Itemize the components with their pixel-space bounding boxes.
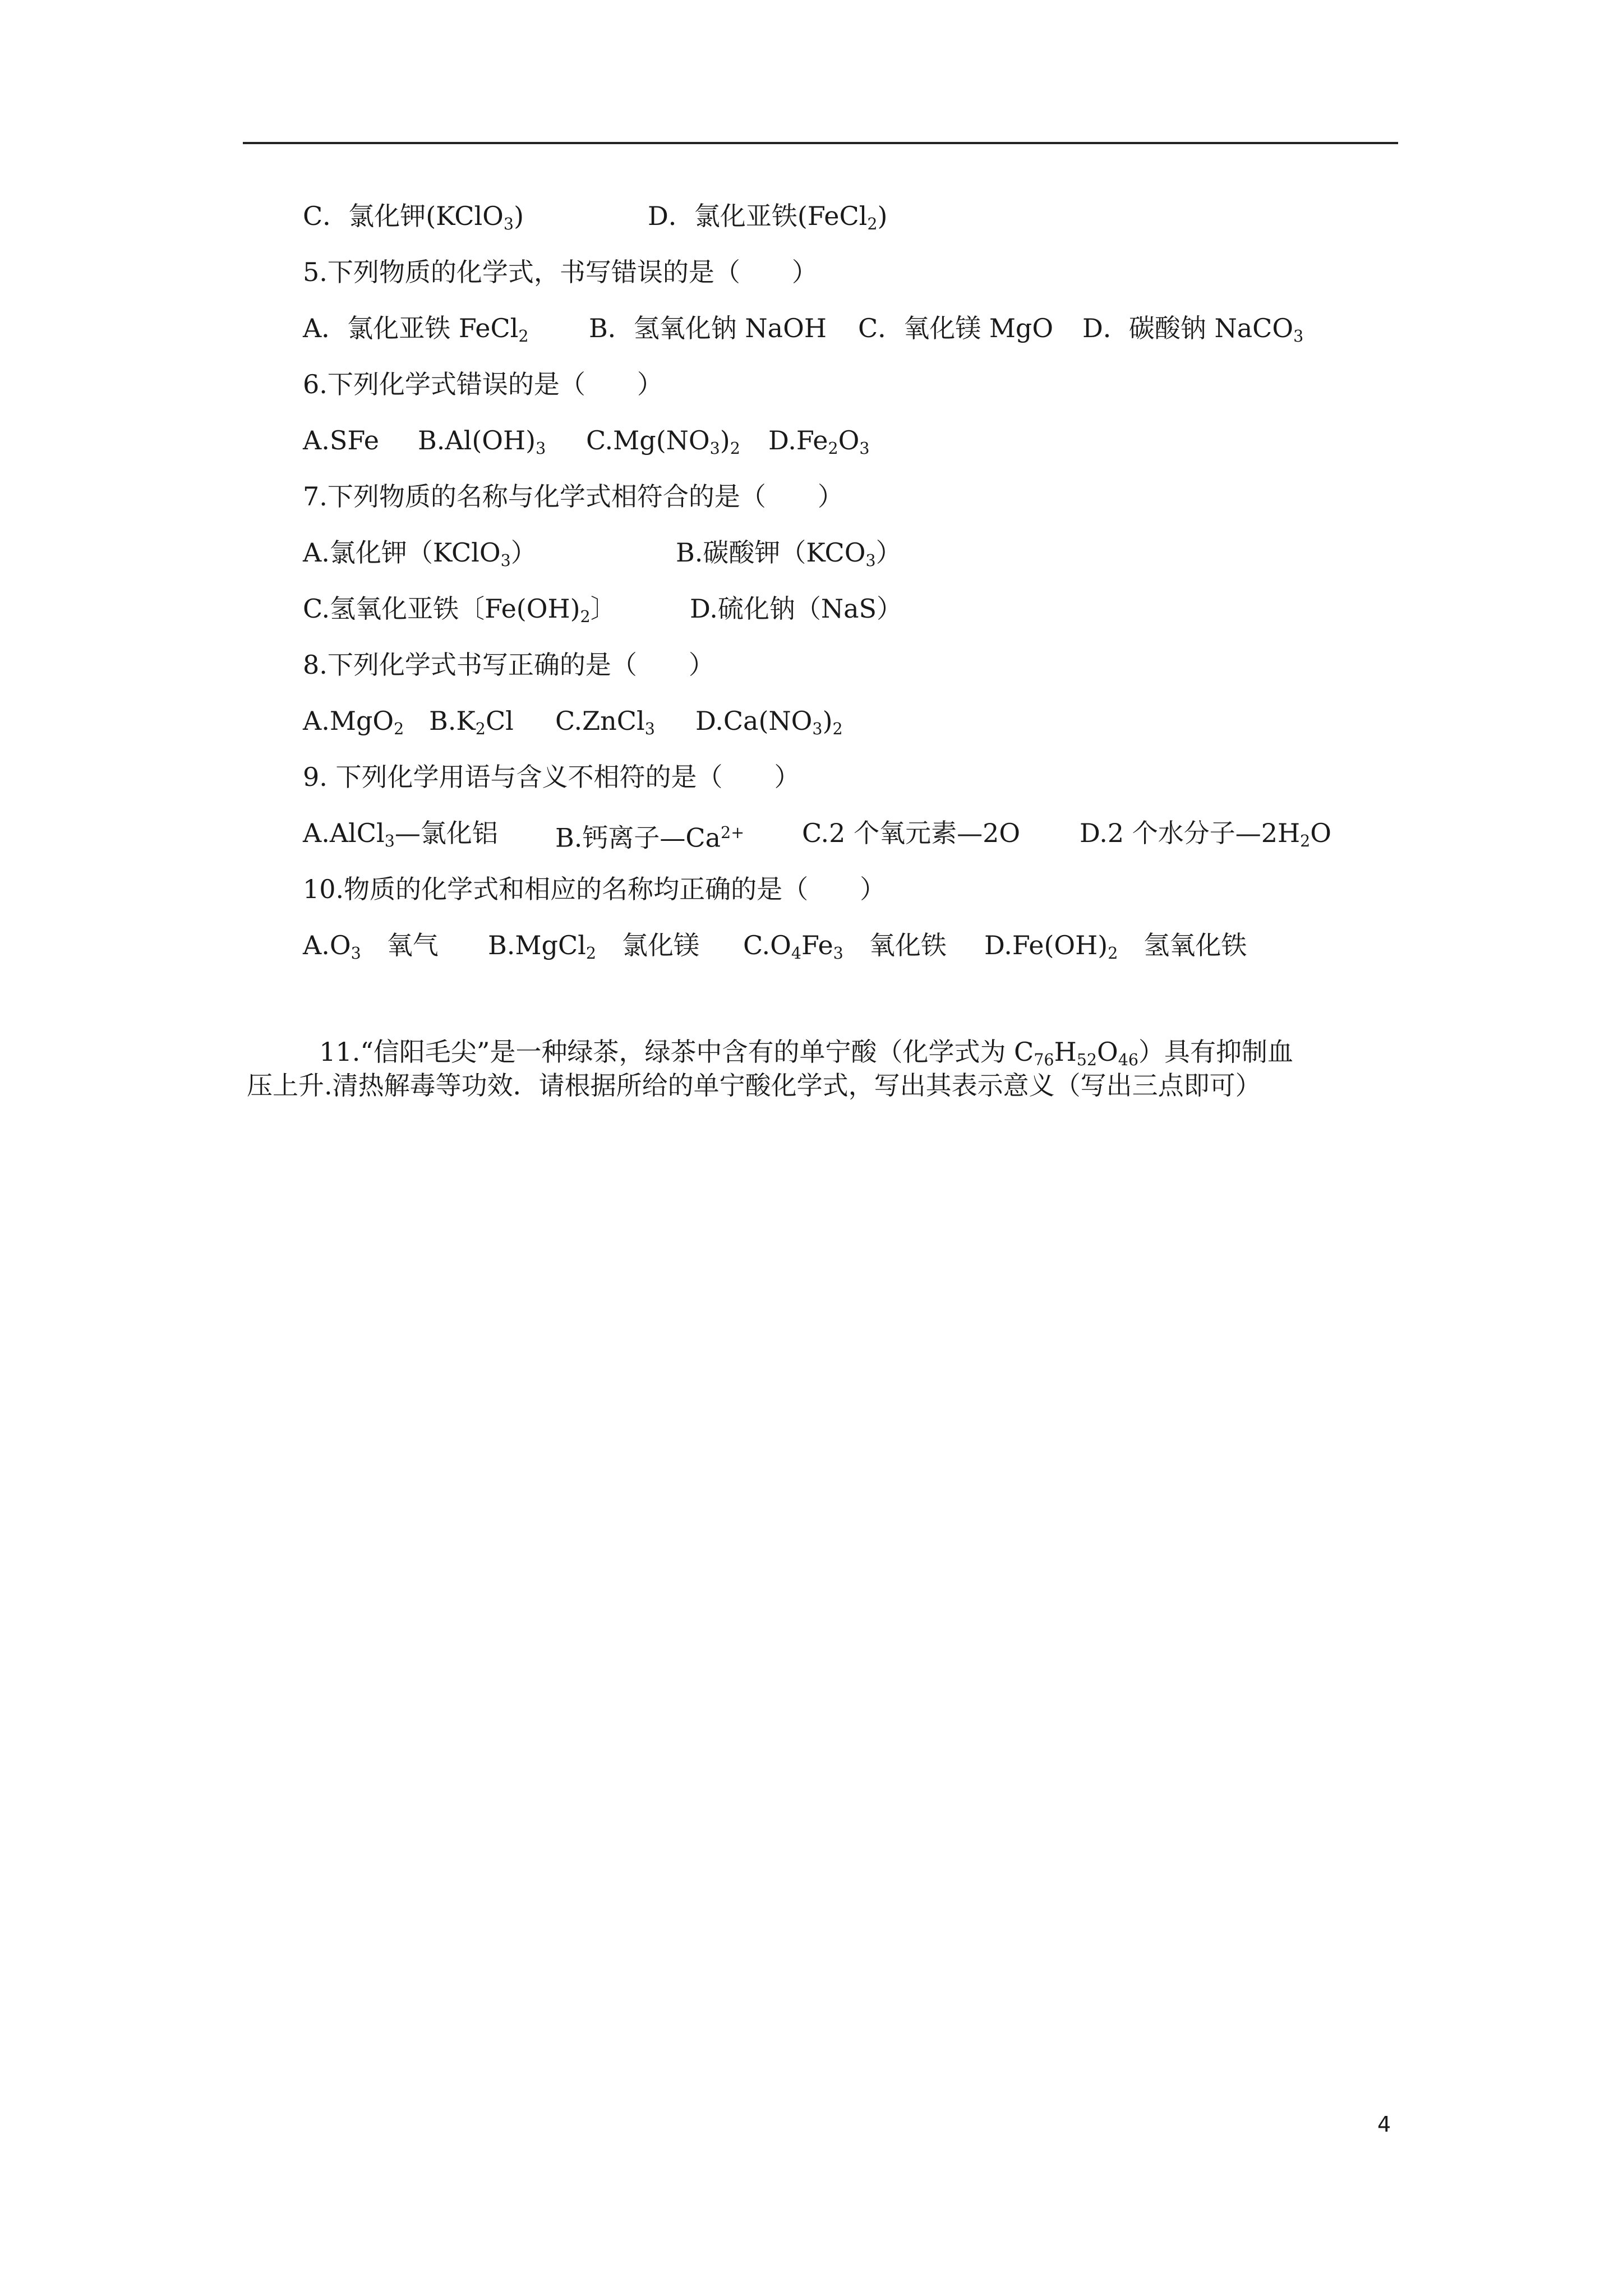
option-c: C．氧化镁 MgO (858, 313, 1054, 343)
question-11-line-2: 压上升.清热解毒等功效．请根据所给的单宁酸化学式，写出其表示意义（写出三点即可） (247, 1070, 1261, 1101)
page-number: 4 (1377, 2112, 1391, 2137)
option-c: C.氢氧化亚铁〔$Fe(OH)_2$〕 (303, 593, 616, 626)
option-a: A.MgO$_2$ (303, 706, 404, 738)
option-c: $C.O_4Fe_3$ 氧化铁 (743, 930, 947, 963)
option-d: D．氯化亚铁(FeCl$_2$) (648, 201, 888, 233)
question-5: 5.下列物质的化学式，书写错误的是（ ） (303, 257, 818, 287)
option-b: B．氢氧化钠 NaOH (589, 313, 827, 343)
option-d: D．碳酸钠 NaCO$_3$ (1082, 313, 1304, 346)
option-a: A．氯化亚铁 FeCl$_2$ (303, 313, 529, 346)
option-b: B.钙离子$—Ca^{2+}$ (555, 822, 745, 853)
option-c: $C.Mg(NO_3)_2$ (586, 425, 740, 458)
question-8: 8.下列化学式书写正确的是（ ） (303, 650, 714, 680)
option-d: $D.Fe(OH)_2$ 氢氧化铁 (984, 930, 1247, 963)
option-c: C．氯化钾(KClO$_3$) (303, 201, 524, 233)
option-c: C.2 个氧元素—2O (802, 818, 1021, 848)
question-10: 10.物质的化学式和相应的名称均正确的是（ ） (303, 874, 886, 904)
option-a: $A.O_3$ 氧气 (303, 930, 439, 963)
option-b: B.MgCl$_2$ 氯化镁 (488, 930, 700, 963)
option-c: C.ZnCl$_3$ (555, 706, 655, 738)
option-d: D.硫化钠（NaS） (690, 593, 903, 624)
option-b: B.碳酸钾$(KCO_3)$ (676, 537, 902, 570)
question-6: 6.下列化学式错误的是（ ） (303, 369, 663, 399)
option-a: A.AlCl$_3$—氯化铝 (303, 818, 498, 850)
question-7: 7.下列物质的名称与化学式相符合的是（ ） (303, 481, 843, 512)
option-d: $D.Ca(NO_3)_2$ (695, 706, 843, 738)
header-rule (243, 142, 1398, 144)
option-a: A.氯化钾（KClO$_3$） (303, 537, 537, 570)
option-a: A.SFe (303, 425, 379, 455)
question-9: 9. 下列化学用语与含义不相符的是（ ） (303, 762, 800, 792)
option-b: $B.Al(OH)_3$ (418, 425, 546, 458)
option-d: $D.Fe_2O_3$ (768, 425, 870, 458)
option-b: $B.K_2Cl$ (429, 706, 514, 738)
question-11-line-1: 11.“信阳毛尖”是一种绿茶，绿茶中含有的单宁酸（化学式为 $C_{76}H_{52}O_{46}$）具有抑制血 (319, 1037, 1293, 1069)
option-d: D.2 个水分子$—2H_2O$ (1080, 818, 1332, 850)
